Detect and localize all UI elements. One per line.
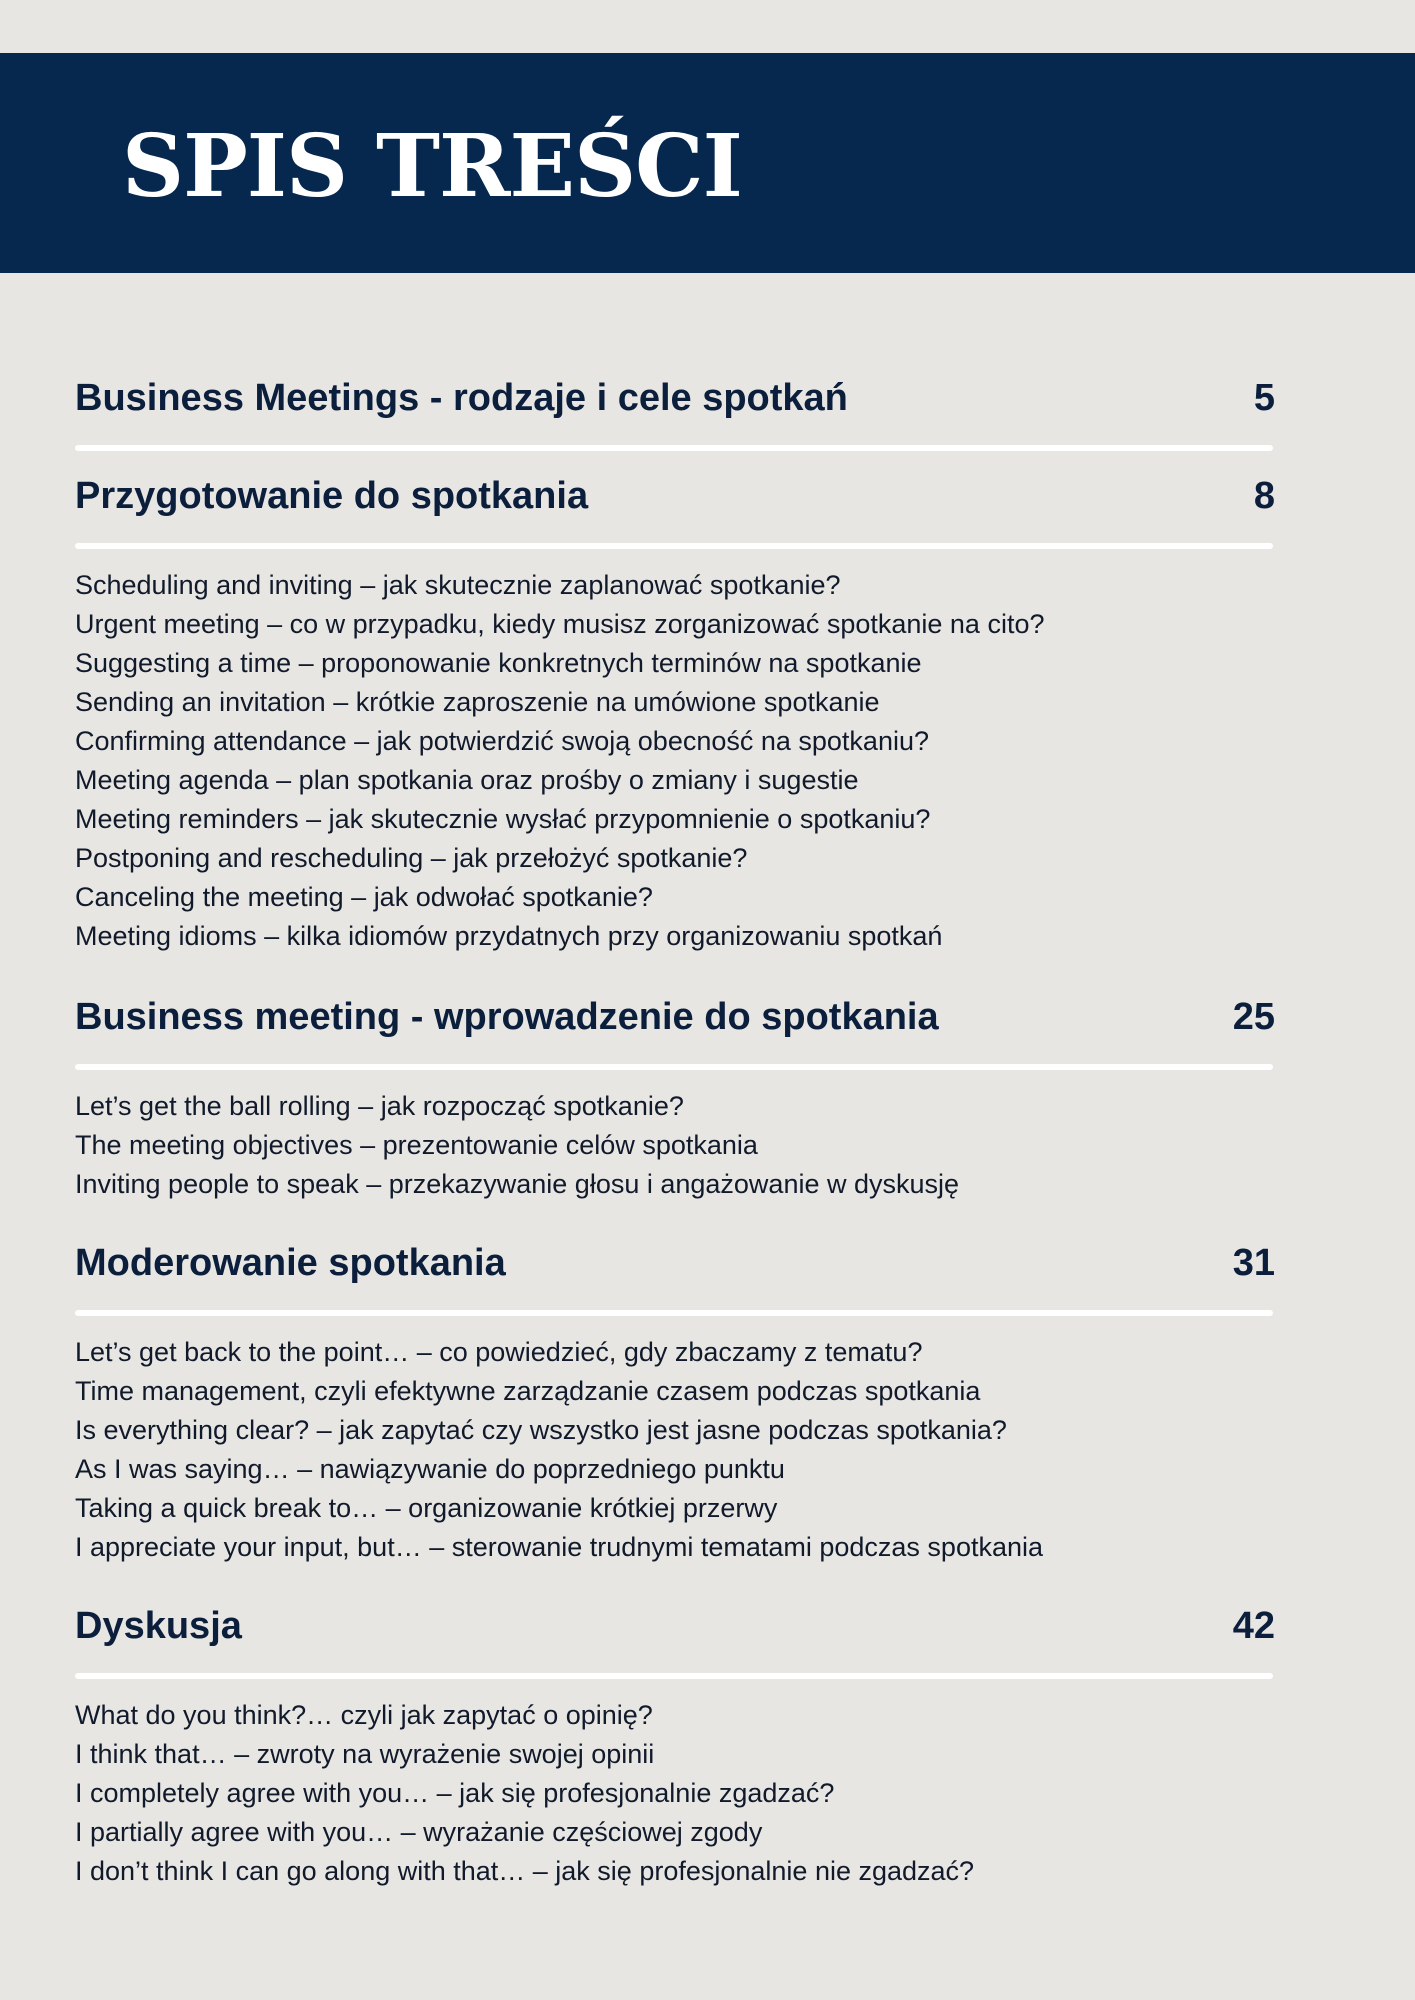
toc-subsection-item[interactable]: Meeting agenda – plan spotkania oraz prośby o zmiany i sugestie <box>75 765 859 795</box>
toc-section <box>75 1596 1275 1886</box>
toc-section-row[interactable] <box>75 1233 1275 1293</box>
toc-subsection-list <box>75 1333 1043 1567</box>
toc-subsection-item[interactable]: Canceling the meeting – jak odwołać spotkanie? <box>75 882 653 912</box>
toc-section-title[interactable]: Dyskusja <box>75 1605 242 1647</box>
section-divider <box>75 1064 1273 1070</box>
toc-section-page-number: 8 <box>1253 475 1275 517</box>
toc-section-row[interactable] <box>75 1596 1275 1656</box>
page-title: SPIS TREŚCI <box>122 116 742 217</box>
toc-subsection-item[interactable]: I appreciate your input, but… – sterowanie trudnymi tematami podczas spotkania <box>75 1532 1044 1562</box>
toc-subsection-item[interactable]: I don’t think I can go along with that… – jak się profesjonalnie nie zgadzać? <box>75 1856 975 1886</box>
toc-section-title[interactable]: Przygotowanie do spotkania <box>75 475 589 517</box>
toc-subsection-item[interactable]: Let’s get the ball rolling – jak rozpocząć spotkanie? <box>75 1091 684 1121</box>
toc-subsection-item[interactable]: As I was saying… – nawiązywanie do poprzedniego punktu <box>75 1454 785 1484</box>
toc-subsection-item[interactable]: What do you think?… czyli jak zapytać o opinię? <box>75 1700 653 1730</box>
toc-subsection-item[interactable]: Is everything clear? – jak zapytać czy wszystko jest jasne podczas spotkania? <box>75 1415 1007 1445</box>
toc-section-row[interactable] <box>75 368 1275 428</box>
toc-subsection-item[interactable]: I think that… – zwroty na wyrażenie swojej opinii <box>75 1739 655 1769</box>
toc-subsection-item[interactable]: Scheduling and inviting – jak skutecznie zaplanować spotkanie? <box>75 570 841 600</box>
toc-section <box>75 1233 1275 1562</box>
toc-subsection-item[interactable]: Taking a quick break to… – organizowanie krótkiej przerwy <box>75 1493 778 1523</box>
toc-section-title[interactable]: Business meeting - wprowadzenie do spotkania <box>75 996 939 1038</box>
toc-subsection-item[interactable]: Postponing and rescheduling – jak przełożyć spotkanie? <box>75 843 748 873</box>
toc-subsection-list <box>75 566 1044 956</box>
toc-section-title[interactable]: Business Meetings - rodzaje i cele spotkań <box>75 377 848 419</box>
toc-subsection-item[interactable]: The meeting objectives – prezentowanie celów spotkania <box>75 1130 758 1160</box>
toc-subsection-list <box>75 1696 974 1891</box>
toc-subsection-item[interactable]: Suggesting a time – proponowanie konkretnych terminów na spotkanie <box>75 648 922 678</box>
toc-section <box>75 466 1275 951</box>
toc-section-row[interactable] <box>75 987 1275 1047</box>
toc-subsection-item[interactable]: Confirming attendance – jak potwierdzić swoją obecność na spotkaniu? <box>75 726 929 756</box>
toc-subsection-item[interactable]: Meeting reminders – jak skutecznie wysłać przypomnienie o spotkaniu? <box>75 804 931 834</box>
section-divider <box>75 1310 1273 1316</box>
toc-section <box>75 368 1275 428</box>
toc-subsection-list <box>75 1087 959 1204</box>
toc-section-row[interactable] <box>75 466 1275 526</box>
toc-section-page-number: 42 <box>1232 1605 1275 1647</box>
toc-section <box>75 987 1275 1199</box>
section-divider <box>75 1673 1273 1679</box>
toc-subsection-item[interactable]: Urgent meeting – co w przypadku, kiedy musisz zorganizować spotkanie na cito? <box>75 609 1045 639</box>
toc-section-page-number: 25 <box>1232 996 1275 1038</box>
toc-section-page-number: 5 <box>1253 377 1275 419</box>
toc-subsection-item[interactable]: I partially agree with you… – wyrażanie częściowej zgody <box>75 1817 763 1847</box>
section-divider <box>75 543 1273 549</box>
toc-subsection-item[interactable]: Time management, czyli efektywne zarządzanie czasem podczas spotkania <box>75 1376 981 1406</box>
toc-subsection-item[interactable]: Sending an invitation – krótkie zaproszenie na umówione spotkanie <box>75 687 880 717</box>
toc-subsection-item[interactable]: Inviting people to speak – przekazywanie głosu i angażowanie w dyskusję <box>75 1169 960 1199</box>
toc-subsection-item[interactable]: I completely agree with you… – jak się profesjonalnie zgadzać? <box>75 1778 835 1808</box>
toc-subsection-item[interactable]: Let’s get back to the point… – co powiedzieć, gdy zbaczamy z tematu? <box>75 1337 923 1367</box>
toc-section-title[interactable]: Moderowanie spotkania <box>75 1242 506 1284</box>
toc-section-page-number: 31 <box>1232 1242 1275 1284</box>
toc-subsection-item[interactable]: Meeting idioms – kilka idiomów przydatnych przy organizowaniu spotkań <box>75 921 943 951</box>
section-divider <box>75 445 1273 451</box>
